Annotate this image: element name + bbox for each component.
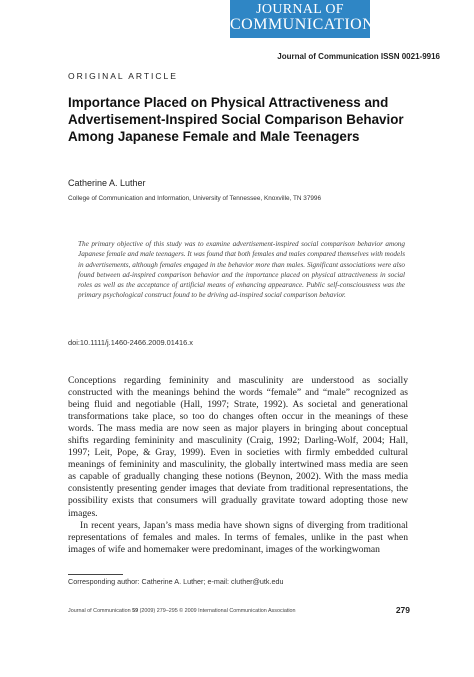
author-affiliation: College of Communication and Information, University of Tennessee, Knoxville, TN 37996 — [68, 195, 322, 202]
body-paragraph: Conceptions regarding femininity and masculinity are understood as socially constructed with the meanings behind the words “female” and “male” recognized as being fluid and negotiable (Hall, 1997; Strate, 1992). As societal and generational transformations take place, so too do changes often occur in the meanings of these words. The mass media are now seen as major players in bringing about conceptual shifts regarding femininity and masculinity (Craig, 1992; Darling-Wolf, 2004; Hall, 1997; Leit, Pope, & Gray, 1999). Even in societies with firmly embedded cultural meanings of femininity and masculinity, the globally intertwined mass media are seen as capable of gradually changing these notions (Beynon, 2002). With the mass media consistently presenting gender images that deviate from traditional representations, the possibility exists that consumers will gradually gravitate toward adopting those new images. — [68, 375, 408, 519]
footnote-divider — [68, 574, 123, 575]
article-title: Importance Placed on Physical Attractiveness and Advertisement-Inspired Social Comparison Behavior Among Japanese Female and Male Teenagers — [68, 95, 404, 144]
body-paragraph: In recent years, Japan’s mass media have shown signs of diverging from traditional representations of females and males. In terms of females, unlike in the past when images of wife and homemaker were predominant, images of the workingwoman — [68, 519, 408, 555]
journal-logo-line2: COMMUNICATION — [230, 16, 375, 33]
journal-logo-line1: JOURNAL OF — [256, 2, 344, 17]
doi[interactable]: doi:10.1111/j.1460-2466.2009.01416.x — [68, 338, 193, 347]
journal-banner — [0, 0, 474, 42]
footer-volume: 59 — [132, 608, 139, 614]
page-number: 279 — [395, 605, 410, 615]
author-name: Catherine A. Luther — [68, 178, 146, 188]
abstract: The primary objective of this study was to examine advertisement-inspired social comparison behavior among Japanese female and male teenagers. It was found that both females and males compared themselves with models in advertisements, although females engaged in the behavior more than males. Significant associations were also found between ad-inspired comparison behavior and the importance placed on physical attractiveness in social roles as well as the acceptance of artificial means of enhancing appearance. Public self-consciousness was the primary psychological construct found to be driving ad-inspired social comparison behavior. — [78, 240, 405, 300]
journal-logo — [230, 0, 375, 38]
footer-details: (2009) 279–295 © 2009 International Communication Association — [138, 608, 296, 614]
issn-line: Journal of Communication ISSN 0021-9916 — [277, 52, 440, 61]
article-body — [68, 375, 408, 556]
page-footer — [68, 608, 296, 614]
corresponding-author-footnote: Corresponding author: Catherine A. Luther; e-mail: cluther@utk.edu — [68, 577, 284, 586]
footer-journal: Journal of Communication — [68, 608, 133, 614]
section-label: ORIGINAL ARTICLE — [68, 71, 178, 81]
